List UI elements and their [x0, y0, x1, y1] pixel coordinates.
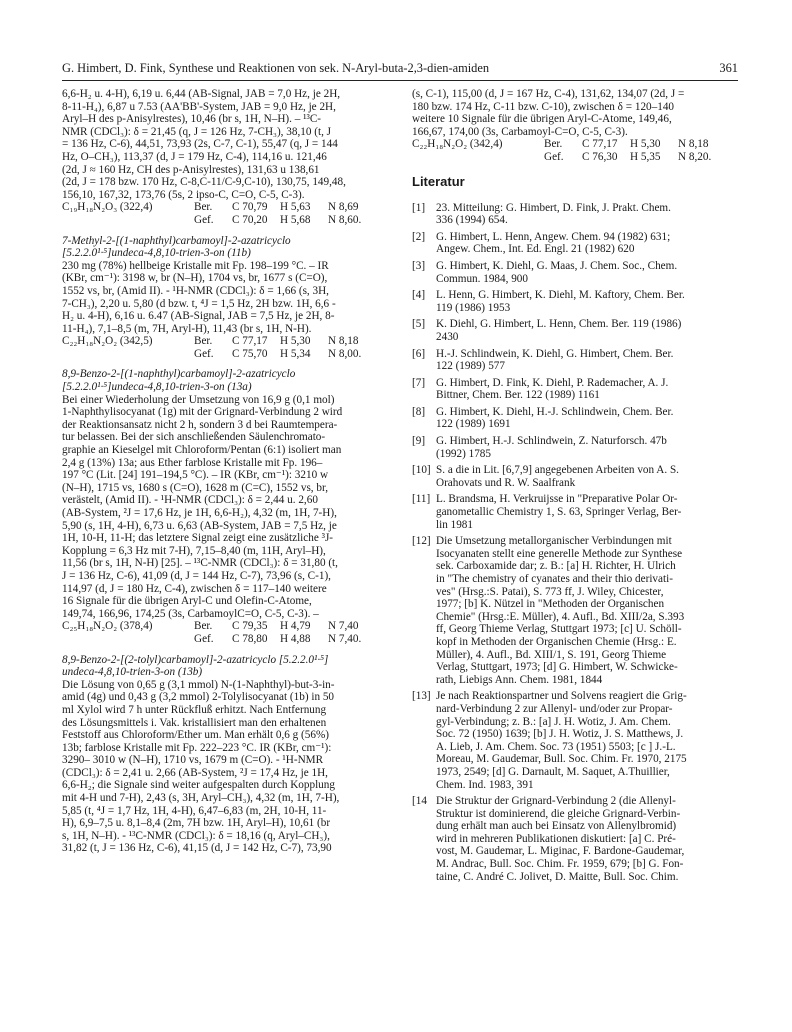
reference-item	[412, 493, 739, 531]
reference-line: ff, Georg Thieme Verlag, Stuttgart 1973; [c] U. Schöll-	[436, 623, 682, 636]
reference-item	[412, 348, 739, 373]
reference-line: G. Himbert, H.-J. Schlindwein, Z. Naturforsch. 47b	[436, 435, 667, 448]
text-line: 8-11-H₄), 6,87 u 7.53 (AA'BB'-System, JAB = 9,0 Hz, je 2H,	[62, 100, 336, 113]
text-line: 16 Signale für die übrigen Aryl-C und Olefin-C-Atome,	[62, 595, 312, 608]
text-line: der Reaktionsansatz nicht 2 h, sondern 3 d bei Raumtempera-	[62, 418, 338, 431]
reference-line: lin 1981	[436, 518, 473, 531]
text-line: 6,6-H₂; die Signale sind weiter aufgespalten durch Kopplung	[62, 779, 335, 792]
elemental-analysis-calc	[62, 335, 393, 348]
compound-title: undeca-4,8,10-trien-3-on (13b)	[62, 666, 203, 679]
formula-spacer	[62, 214, 194, 227]
elemental-analysis-found	[62, 214, 393, 227]
reference-line: nard-Verbindung 2 zur Allenyl- und/oder zur Propar-	[436, 702, 673, 715]
text-line: (N–H), 1715 vs, 1680 s (C=O), 1628 m (C=C), 1552 vs, br,	[62, 481, 329, 494]
reference-body	[436, 406, 739, 431]
analysis-h: H 5,30	[280, 335, 311, 348]
text-line: (2d, J ≈ 160 Hz, CH des p-Anisylrestes), 131,63 u 138,61	[62, 163, 320, 176]
reference-line: 336 (1994) 654.	[436, 214, 508, 227]
reference-line: Bittner, Chem. Ber. 122 (1989) 1161	[436, 389, 600, 402]
reference-number: [2]	[412, 230, 426, 243]
text-line: Hz, O–CH₃), 113,37 (d, J = 179 Hz, C-4), 114,16 u. 121,46	[62, 150, 327, 163]
reference-number: [9]	[412, 435, 426, 448]
molecular-formula: C₂₂H₁₈N₂O₂ (342,4)	[412, 138, 503, 151]
formula-spacer	[62, 633, 194, 646]
reference-line: ganometallic Chemistry 1, S. 63, Springer Verlag, Ber-	[436, 506, 682, 519]
reference-line: sek. Carboxamide dar; z. B.: [a] H. Richter, H. Ulrich	[436, 560, 676, 573]
reference-body	[436, 202, 739, 227]
reference-number: [7]	[412, 376, 426, 389]
reference-body	[436, 795, 739, 883]
elemental-analysis-found	[412, 151, 739, 164]
analysis-n: N 8,18	[328, 335, 359, 348]
analysis-c: C 77,17	[232, 335, 268, 348]
text-line: 5,90 (s, 1H, 4-H), 6,73 u. 6,63 (AB-System, JAB = 7,5 Hz, je	[62, 519, 337, 532]
reference-line: 122 (1989) 1691	[436, 418, 511, 431]
section-gap	[62, 227, 393, 235]
reference-line: Moreau, M. Gaudemar, Bull. Soc. Chim. Fr. 1970, 2175	[436, 753, 687, 766]
text-line: Bei einer Wiederholung der Umsetzung von 16,9 g (0,1 mol)	[62, 393, 335, 406]
text-line: 230 mg (78%) hellbeige Kristalle mit Fp. 198–199 °C. – IR	[62, 259, 329, 272]
analysis-n: N 7,40.	[328, 632, 362, 645]
elemental-analysis-calc	[412, 138, 739, 151]
compound-title: [5.2.2.0¹·⁵]undeca-4,8,10-trien-3-on (11b)	[62, 247, 251, 260]
literatur-heading: Literatur	[412, 173, 465, 189]
reference-line: rath, Liebigs Ann. Chem. 1981, 1844	[436, 673, 603, 686]
reference-number: [10]	[412, 464, 431, 477]
reference-item	[412, 406, 739, 431]
reference-item	[412, 202, 739, 227]
reference-item	[412, 289, 739, 314]
text-line: weitere 10 Signale für die übrigen Aryl-C-Atome, 149,46,	[412, 113, 672, 126]
analysis-h: H 5,30	[630, 138, 661, 151]
text-line: Feststoff aus Chloroform/Ether um. Man erhält 0,6 g (56%)	[62, 729, 330, 742]
reference-line: G. Himbert, L. Henn, Angew. Chem. 94 (1982) 631;	[436, 230, 671, 243]
reference-number: [14	[412, 795, 427, 808]
molecular-formula: C₂₅H₁₈N₂O₂ (378,4)	[62, 620, 153, 633]
text-line: H₂ u. 4-H), 6,16 u. 6.47 (AB-Signal, JAB = 7,5 Hz, je 2H, 8-	[62, 310, 335, 323]
formula-spacer	[62, 348, 194, 361]
analysis-label: Ber.	[194, 335, 213, 348]
reference-item	[412, 435, 739, 460]
analysis-label: Gef.	[194, 632, 214, 645]
analysis-label: Ber.	[544, 138, 563, 151]
analysis-h: H 5,63	[280, 201, 311, 214]
reference-line: taine, C. André C. Jolivet, D. Maitte, Bull. Soc. Chim.	[436, 870, 679, 883]
text-line: 3290– 3010 w (N–H), 1710 vs, 1679 m (C=O). - ¹H-NMR	[62, 754, 324, 767]
analysis-c: C 70,79	[232, 201, 268, 214]
reference-line: Commun. 1984, 900	[436, 272, 528, 285]
text-line: s, 1H, N–H). - ¹³C-NMR (CDCl₃): δ = 18,16 (q, Aryl–CH₃),	[62, 829, 330, 842]
reference-line: 1977; [b] K. Nützel in "Methoden der Organischen	[436, 598, 665, 611]
reference-body	[436, 231, 739, 256]
reference-line: Soc. 72 (1950) 1639; [b] J. H. Wotiz, J. S. Matthews, J.	[436, 728, 684, 741]
text-line: des Lösungsmittels i. Vak. kristallisiert man den erhaltenen	[62, 716, 327, 729]
reference-body	[436, 289, 739, 314]
analysis-n: N 8,60.	[328, 213, 362, 226]
text-line: 31,82 (t, J = 136 Hz, C-6), 41,15 (d, J = 142 Hz, C-7), 73,90	[62, 842, 332, 855]
analysis-label: Gef.	[194, 347, 214, 360]
reference-line: Die Umsetzung metallorganischer Verbindungen mit	[436, 535, 672, 548]
reference-line: G. Himbert, K. Diehl, G. Maas, J. Chem. Soc., Chem.	[436, 259, 678, 272]
reference-line: (1992) 1785	[436, 447, 491, 460]
analysis-n: N 7,40	[328, 620, 359, 633]
analysis-n: N 8,18	[678, 138, 709, 151]
elemental-analysis-found	[62, 348, 393, 361]
formula-spacer	[412, 151, 544, 164]
elemental-analysis-found	[62, 633, 393, 646]
compound-title: 8,9-Benzo-2-[(1-naphthyl)carbamoyl]-2-azatricyclo	[62, 368, 296, 381]
reference-number: [12]	[412, 535, 431, 548]
reference-number: [11]	[412, 493, 431, 506]
text-line: (2d, J = 178 bzw. 170 Hz, C-8,C-11/C-9,C-10), 130,75, 149,48,	[62, 176, 346, 189]
reference-line: Verlag, Stuttgart, 1973; [d] G. Himbert, W. Schwicke-	[436, 661, 678, 674]
reference-line: Orahovats und R. W. Saalfrank	[436, 476, 576, 489]
reference-line: Müller), 4. Aufl., Bd. XIII/1, S. 191, Georg Thieme	[436, 648, 667, 661]
reference-number: [3]	[412, 259, 426, 272]
reference-number: [5]	[412, 318, 426, 331]
text-line: verästelt, (Amid II). - ¹H-NMR (CDCl₃): δ = 2,44 u. 2,60	[62, 494, 318, 507]
text-line: graphie an Kieselgel mit Chloroform/Pentan (6:1) isoliert man	[62, 444, 342, 457]
molecular-formula: C₁₉H₁₈N₂O₃ (322,4)	[62, 201, 153, 214]
text-line: amid (4g) und 0,43 g (3,2 mmol) 2-Tolylisocyanat (1b) in 50	[62, 691, 335, 704]
text-line: 5,85 (t, ⁴J = 1,7 Hz, 1H, 4-H), 6,47–6,83 (m, 2H, 10-H, 11-	[62, 804, 327, 817]
text-line: 11,56 (br s, 1H, N-H) [25]. – ¹³C-NMR (CDCl₃): δ = 31,80 (t,	[62, 557, 338, 570]
reference-line: H.-J. Schlindwein, K. Diehl, G. Himbert, Chem. Ber.	[436, 347, 674, 360]
page-number: 361	[719, 61, 738, 75]
elemental-analysis-calc	[62, 620, 393, 633]
reference-number: [1]	[412, 201, 426, 214]
reference-line: Isocyanaten stellt eine generelle Methode zur Synthese	[436, 547, 683, 560]
reference-number: [6]	[412, 347, 426, 360]
analysis-h: H 4,79	[280, 620, 311, 633]
reference-line: L. Brandsma, H. Verkruijsse in "Preparative Polar Or-	[436, 493, 678, 506]
reference-line: Je nach Reaktionspartner und Solvens reagiert die Grig-	[436, 690, 687, 703]
reference-line: M. Andrac, Bull. Soc. Chim. Fr. 1959, 679; [b] G. Fon-	[436, 858, 684, 871]
header-rule	[62, 80, 738, 81]
reference-line: K. Diehl, G. Himbert, L. Henn, Chem. Ber. 119 (1986)	[436, 318, 682, 331]
left-column	[62, 88, 393, 855]
section-gap	[62, 360, 393, 368]
reference-line: L. Henn, G. Himbert, K. Diehl, M. Kaftory, Chem. Ber.	[436, 289, 685, 302]
analysis-h: H 5,34	[280, 347, 311, 360]
reference-line: gyl-Verbindung; z. B.: [a] J. H. Wotiz, J. Am. Chem.	[436, 715, 671, 728]
reference-item	[412, 231, 739, 256]
reference-number: [13]	[412, 690, 431, 703]
analysis-label: Ber.	[194, 201, 213, 214]
text-line: Die Lösung von 0,65 g (3,1 mmol) N-(1-Naphthyl)-but-3-in-	[62, 678, 335, 691]
analysis-label: Gef.	[194, 213, 214, 226]
analysis-h: H 4,88	[280, 632, 311, 645]
reference-line: 122 (1989) 577	[436, 360, 505, 373]
reference-body	[436, 260, 739, 285]
reference-body	[436, 493, 739, 531]
analysis-n: N 8,20.	[678, 150, 712, 163]
reference-item	[412, 318, 739, 343]
text-line: 1552 vs, br, (Amid II). - ¹H-NMR (CDCl₃): δ = 1,66 (s, 3H,	[62, 284, 329, 297]
analysis-c: C 75,70	[232, 347, 268, 360]
text-line: 149,74, 166,96, 174,25 (3s, CarbamoylC=O, C-5, C-3). –	[62, 607, 319, 620]
analysis-label: Ber.	[194, 620, 213, 633]
reference-line: dung erhält man auch bei Einsatz von Allenylbromid)	[436, 820, 677, 833]
reference-line: Chemie" (Hrsg.:E. Müller), 4. Aufl., Bd. XIII/2a, S.393	[436, 610, 685, 623]
analysis-n: N 8,00.	[328, 347, 362, 360]
analysis-h: H 5,35	[630, 150, 661, 163]
text-line: = 136 Hz, C-6), 44,51, 73,93 (2s, C-7, C-1), 55,47 (q, J = 144	[62, 138, 338, 151]
reference-body	[436, 348, 739, 373]
text-line: ml Xylol wird 7 h unter Rückfluß erhitzt. Nach Entfernung	[62, 703, 327, 716]
running-title: G. Himbert, D. Fink, Synthese und Reaktionen von sek. N-Aryl-buta-2,3-dien-amiden	[62, 61, 490, 75]
reference-number: [4]	[412, 289, 426, 302]
reference-line: Die Struktur der Grignard-Verbindung 2 (die Allenyl-	[436, 795, 676, 808]
text-line: H), 6,9–7,5 u. 8,1–8,4 (2m, 7H bzw. 1H, Aryl–H), 10,61 (br	[62, 817, 331, 830]
elemental-analysis-calc	[62, 201, 393, 214]
reference-line: 119 (1986) 1953	[436, 301, 511, 314]
analysis-h: H 5,68	[280, 213, 311, 226]
text-line: 11-H₄), 7,1–8,5 (m, 7H, Aryl-H), 11,43 (br s, 1H, N-H).	[62, 322, 312, 335]
reference-body	[436, 464, 739, 489]
reference-line: in "The chemistry of cyanates and their thio derivati-	[436, 573, 673, 585]
analysis-n: N 8,69	[328, 201, 359, 214]
analysis-c: C 77,17	[582, 138, 618, 151]
text-line: 197 °C (Lit. [24] 191–194,5 °C). – IR (KBr, cm⁻¹): 3210 w	[62, 469, 329, 482]
reference-line: S. a die in Lit. [6,7,9] angegebenen Arbeiten von A. S.	[436, 464, 679, 477]
text-line: J = 136 Hz, C-6), 41,09 (d, J = 144 Hz, C-7), 73,96 (s, C-1),	[62, 569, 331, 582]
reference-line: ves" (Hrsg.:S. Patai), S. 773 ff, J. Wiley, Chicester,	[436, 585, 664, 598]
reference-line: wird in mehreren Publikationen diskutiert: [a] C. Pré-	[436, 832, 676, 845]
analysis-c: C 79,35	[232, 620, 268, 633]
reference-body	[436, 435, 739, 460]
right-column	[412, 88, 739, 883]
text-line: tur belassen. Bei der sich anschließenden Säulenchromato-	[62, 431, 326, 444]
text-line: Aryl–H des p-Anisylrestes), 10,46 (br s, 1H, N–H). – ¹³C-	[62, 113, 322, 126]
text-line: (AB-System, ²J = 17,6 Hz, je 1H, 6,6-H₂), 4,32 (m, 1H, 7-H),	[62, 507, 337, 519]
analysis-c: C 76,30	[582, 150, 618, 163]
text-line: 180 bzw. 174 Hz, C-11 bzw. C-10), zwischen δ = 120–140	[412, 100, 675, 113]
reference-item	[412, 795, 739, 883]
reference-body	[436, 318, 739, 343]
reference-line: 2430	[436, 330, 459, 343]
reference-line: G. Himbert, D. Fink, K. Diehl, P. Rademacher, A. J.	[436, 376, 669, 389]
reference-item	[412, 260, 739, 285]
text-line: 114,97 (d, J = 180 Hz, C-4), zwischen δ = 117–140 weitere	[62, 582, 327, 595]
running-header	[62, 61, 738, 79]
reference-line: A. Lieb, J. Am. Chem. Soc. 73 (1951) 5503; [c ] J.-L.	[436, 740, 676, 753]
reference-line: G. Himbert, K. Diehl, H.-J. Schlindwein, Chem. Ber.	[436, 405, 674, 418]
compound-title: 8,9-Benzo-2-[(2-tolyl)carbamoyl]-2-azatricyclo [5.2.2.0¹·⁵]	[62, 653, 329, 666]
text-line: 156,10, 167,32, 173,76 (5s, 2 ipso-C, C=O, C-5, C-3).	[62, 188, 305, 201]
reference-item	[412, 535, 739, 686]
reference-line: 23. Mitteilung: G. Himbert, D. Fink, J. Prakt. Chem.	[436, 201, 671, 214]
reference-body	[436, 535, 739, 686]
reference-line: vost, M. Gaudemar, L. Miginac, F. Bardone-Gaudemar,	[436, 845, 685, 858]
analysis-label: Gef.	[544, 150, 564, 163]
analysis-c: C 78,80	[232, 632, 268, 645]
reference-item	[412, 464, 739, 489]
reference-item	[412, 690, 739, 791]
text-line: (KBr, cm⁻¹): 3198 w, br (N–H), 1704 vs, br, 1677 s (C=O),	[62, 272, 328, 285]
text-line: 13b; farblose Kristalle mit Fp. 222–223 °C. IR (KBr, cm⁻¹):	[62, 741, 332, 754]
text-line: (CDCl₃): δ = 2,41 u. 2,66 (AB-System, ²J = 17,4 Hz, je 1H,	[62, 766, 328, 779]
reference-item	[412, 377, 739, 402]
text-line: 6,6-H₂ u. 4-H), 6,19 u. 6,44 (AB-Signal, JAB = 7,0 Hz, je 2H,	[62, 88, 341, 100]
text-line: (s, C-1), 115,00 (d, J = 167 Hz, C-4), 131,62, 134,07 (2d, J =	[412, 88, 685, 100]
reference-line: Struktur ist dominierend, die gleiche Grignard-Verbin-	[436, 807, 681, 820]
section-gap	[62, 646, 393, 654]
compound-title: [5.2.2.0¹·⁵]undeca-4,8,10-trien-3-on (13a)	[62, 381, 252, 394]
reference-line: kopf in Methoden der Organischen Chemie (Hrsg.: E.	[436, 635, 677, 648]
text-line: 166,67, 174,00 (3s, Carbamoyl-C=O, C-5, C-3).	[412, 125, 628, 138]
reference-line: Angew. Chem., Int. Ed. Engl. 21 (1982) 620	[436, 243, 635, 256]
reference-line: 1973, 2549; [d] G. Darnault, M. Saquet, A.Thuillier,	[436, 765, 670, 778]
compound-title: 7-Methyl-2-[(1-naphthyl)carbamoyl]-2-azatricyclo	[62, 234, 291, 247]
text-line: mit 4-H und 7-H), 2,43 (s, 3H, Aryl–CH₃), 4,32 (m, 1H, 7-H),	[62, 792, 340, 805]
text-line: 1-Naphthylisocyanat (1g) mit der Grignard-Verbindung 2 wird	[62, 406, 343, 419]
text-line: 2,4 g (13%) 13a; aus Ether farblose Kristalle mit Fp. 196–	[62, 456, 323, 469]
text-line: NMR (CDCl₃): δ = 21,45 (q, J = 126 Hz, 7-CH₃), 38,10 (t, J	[62, 125, 332, 138]
reference-body	[436, 690, 739, 791]
text-line: 1H, 10-H, 11-H; das letztere Signal zeigt eine zusätzliche ³J-	[62, 532, 334, 545]
reference-body	[436, 377, 739, 402]
reference-number: [8]	[412, 405, 426, 418]
text-line: 7-CH₃), 2,20 u. 5,80 (d bzw. t, ⁴J = 1,5 Hz, 2H bzw. 1H, 6,6 -	[62, 297, 336, 310]
text-line: Kopplung = 6,3 Hz mit 7-H), 7,15–8,40 (m, 11H, Aryl–H),	[62, 544, 326, 557]
analysis-c: C 70,20	[232, 213, 268, 226]
molecular-formula: C₂₂H₁₈N₂O₂ (342,5)	[62, 335, 153, 348]
reference-line: Chem. Ind. 1983, 391	[436, 778, 534, 791]
